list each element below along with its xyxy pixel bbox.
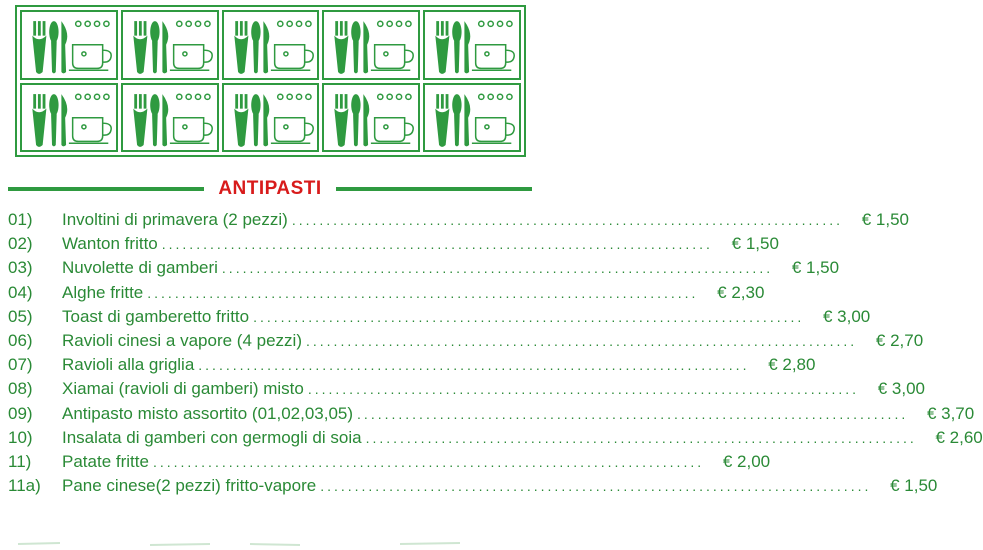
cutlery-and-cup-icon — [324, 85, 418, 151]
item-number: 01) — [8, 210, 33, 230]
tile — [121, 83, 219, 153]
leader-dots: ................................................................................ — [357, 405, 909, 422]
item-name: Insalata di gamberi con germogli di soia — [62, 427, 362, 447]
item-price: € 3,00 — [823, 306, 871, 326]
item-number: 04) — [8, 282, 33, 302]
item-name: Nuvolette di gamberi — [62, 258, 218, 278]
item-price: € 1,50 — [791, 258, 840, 278]
cutlery-and-cup-icon — [22, 12, 116, 78]
item-number: 08) — [8, 379, 33, 399]
menu-item — [8, 208, 909, 232]
menu-list — [8, 208, 983, 498]
leader-dots: ................................................................................ — [253, 308, 805, 325]
item-price: € 2,00 — [722, 451, 771, 471]
menu-item — [8, 426, 983, 450]
item-price: € 2,80 — [768, 355, 816, 375]
leader-dots: ................................................................................ — [147, 284, 699, 301]
menu-item — [8, 256, 840, 280]
menu-item — [8, 281, 765, 305]
leader-dots: ................................................................................ — [152, 453, 705, 470]
item-price: € 1,50 — [731, 234, 779, 254]
section-header — [8, 178, 532, 200]
cutlery-and-cup-icon — [425, 12, 519, 78]
menu-item — [8, 232, 779, 256]
item-number: 09) — [8, 403, 33, 423]
item-price: € 2,70 — [875, 331, 924, 351]
item-name: Wanton fritto — [62, 234, 158, 254]
leader-dots: ................................................................................ — [307, 381, 860, 398]
leader-dots: ................................................................................ — [320, 478, 872, 495]
item-name: Toast di gamberetto fritto — [62, 306, 250, 326]
item-name: Involtini di primavera (2 pezzi) — [62, 210, 288, 230]
item-price: € 3,70 — [926, 403, 975, 423]
leader-dots: ................................................................................ — [221, 260, 774, 277]
menu-item — [8, 402, 975, 426]
item-number: 05) — [8, 306, 33, 326]
item-number: 11) — [8, 451, 32, 471]
menu-item — [8, 305, 871, 329]
item-name: Ravioli alla griglia — [62, 355, 195, 375]
tile — [322, 10, 420, 80]
menu-item — [8, 450, 771, 474]
tile — [222, 10, 320, 80]
menu-item — [8, 353, 816, 377]
cutlery-and-cup-icon — [425, 85, 519, 151]
cutlery-and-cup-icon — [123, 12, 217, 78]
tile — [121, 10, 219, 80]
item-number: 02) — [8, 234, 33, 254]
item-price: € 1,50 — [890, 476, 938, 496]
item-name: Patate fritte — [62, 451, 149, 471]
leader-dots: ................................................................................ — [306, 333, 858, 350]
leader-dots: ................................................................................ — [198, 357, 750, 374]
tile — [423, 83, 521, 153]
page-edge-fragments — [0, 536, 539, 550]
leader-dots: ................................................................................ — [291, 212, 843, 229]
tile — [222, 83, 320, 153]
item-name: Ravioli cinesi a vapore (4 pezzi) — [62, 331, 302, 351]
menu-item — [8, 474, 938, 498]
decorative-tile-grid — [15, 5, 526, 157]
item-number: 03) — [8, 258, 33, 278]
tile — [423, 10, 521, 80]
tile — [20, 83, 118, 153]
cutlery-and-cup-icon — [123, 85, 217, 151]
item-number: 06) — [8, 331, 33, 351]
item-name: Antipasto misto assortito (01,02,03,05) — [62, 403, 354, 423]
item-price: € 3,00 — [877, 379, 926, 399]
item-number: 10) — [8, 427, 33, 447]
item-name: Xiamai (ravioli di gamberi) misto — [62, 379, 304, 399]
menu-item — [8, 329, 924, 353]
section-title: ANTIPASTI — [218, 178, 322, 199]
cutlery-and-cup-icon — [324, 12, 418, 78]
menu-item — [8, 377, 926, 401]
item-name: Pane cinese(2 pezzi) fritto-vapore — [62, 476, 317, 496]
right-rule — [336, 187, 532, 191]
item-price: € 2,30 — [717, 282, 765, 302]
item-number: 11a) — [8, 476, 41, 496]
item-number: 07) — [8, 355, 33, 375]
cutlery-and-cup-icon — [22, 85, 116, 151]
item-price: € 2,60 — [935, 427, 983, 447]
cutlery-and-cup-icon — [224, 12, 318, 78]
leader-dots: ................................................................................ — [161, 236, 713, 253]
tile — [322, 83, 420, 153]
left-rule — [8, 187, 204, 191]
item-name: Alghe fritte — [62, 282, 144, 302]
item-price: € 1,50 — [861, 210, 909, 230]
tile — [20, 10, 118, 80]
cutlery-and-cup-icon — [224, 85, 318, 151]
leader-dots: ................................................................................ — [365, 429, 917, 446]
